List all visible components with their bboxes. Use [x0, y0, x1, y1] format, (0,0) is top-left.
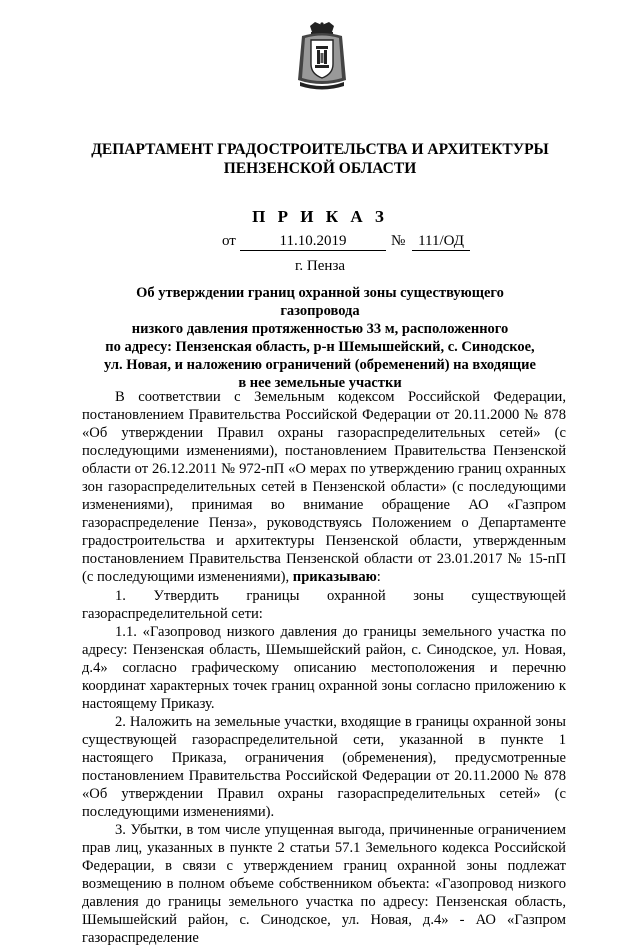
subject-line-4: ул. Новая, и наложению ограничений (обременений) на входящие — [104, 357, 536, 373]
subject-line-1: Об утверждении границ охранной зоны существующего газопровода — [136, 285, 504, 319]
department-name-line-2: ПЕНЗЕНСКОЙ ОБЛАСТИ — [223, 160, 417, 177]
paragraph-item-1-1: 1.1. «Газопровод низкого давления до границы земельного участка по адресу: Пензенская область, Шемышейский район, с. Синодское, ул. Новая, д.4» согласно графическому описанию местоположения и перечню координат характерных точек границ охранной зоны согласно приложению к настоящему Приказу. — [82, 623, 566, 712]
paragraph-item-3: 3. Убытки, в том числе упущенная выгода, причиненные ограничением прав лиц, указанных в пункте 2 статьи 57.1 Земельного кодекса Российской Федерации, в связи с утверждением границ охранной зоны подлежат возмещению в полном объеме собственником объекта: «Газопровод низкого давления до границы земельного участка по адресу: Пензенская область, Шемышейский район, с. Синодское, ул. Новая, д.4» - АО «Газпром газораспределение — [82, 822, 566, 947]
subject-line-5: в нее земельные участки — [238, 375, 402, 391]
department-name-line-1: ДЕПАРТАМЕНТ ГРАДОСТРОИТЕЛЬСТВА И АРХИТЕКТУРЫ — [91, 141, 549, 158]
order-verb: приказываю — [292, 569, 377, 586]
order-date: 11.10.2019 — [240, 233, 386, 251]
date-label: от — [222, 233, 236, 249]
paragraph-item-1: 1. Утвердить границы охранной зоны существующей газораспределительной сети: — [82, 587, 566, 622]
coat-of-arms-icon — [296, 22, 348, 90]
department-name — [0, 140, 640, 178]
paragraph-preamble — [82, 388, 566, 587]
order-subject — [100, 284, 540, 392]
document-body — [82, 388, 566, 947]
preamble-text: В соответствии с Земельным кодексом Российской Федерации, постановлением Правительства Российской Федерации от 20.11.2000 № 878 «Об утверждении Правил охраны газораспределительных сетей» (с последующими изменениями), постановлением Правительства Пензенской области от 26.12.2011 № 972-пП «О мерах по утверждению границ охранных зон газораспределительных сетей в Пензенской области» (с последующими изменениями), принимая во внимание обращение АО «Газпром газораспределение Пенза», руководствуясь Положением о Департаменте градостроительства и архитектуры Пензенской области, утвержденным постановлением Правительства Пензенской области от 23.01.2017 № 15-пП (с последующими изменениями), — [82, 389, 566, 586]
preamble-end: : — [376, 569, 381, 586]
order-date-number-line — [0, 233, 640, 253]
paragraph-item-2: 2. Наложить на земельные участки, входящие в границы охранной зоны существующей газораспределительной сети, указанной в пункте 1 настоящего Приказа, ограничения (обременения), предусмотренные постановлением Правительства Российской Федерации от 20.11.2000 № 878 «Об утверждении Правил охраны газораспределительных сетей» (с последующими изменениями). — [82, 713, 566, 821]
city: г. Пенза — [294, 258, 346, 274]
number-label: № — [391, 233, 406, 249]
order-number: 111/ОД — [412, 233, 470, 251]
subject-line-3: по адресу: Пензенская область, р-н Шемышейский, с. Синодское, — [105, 339, 535, 355]
subject-line-2: низкого давления протяженностью 33 м, расположенного — [131, 321, 509, 337]
order-title: П Р И К А З — [252, 207, 388, 226]
